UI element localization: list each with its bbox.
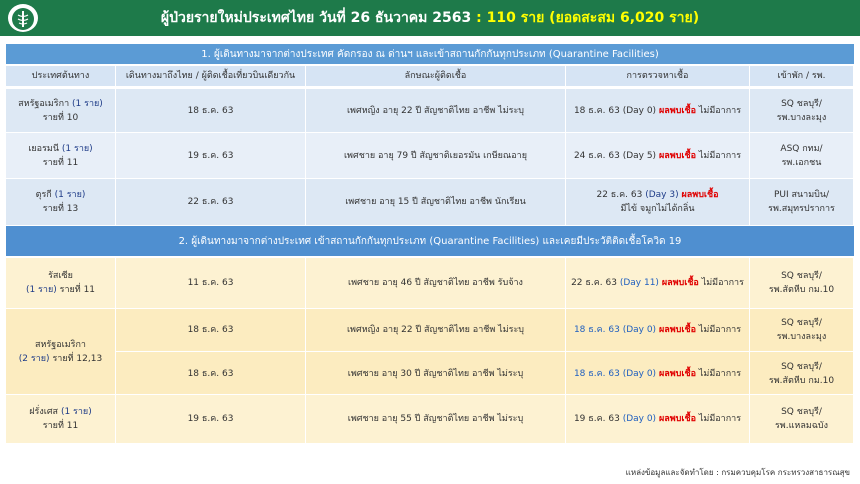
- arrival-cell: 19 ธ.ค. 63: [116, 133, 306, 179]
- test-date: 18 ธ.ค. 63: [573, 106, 620, 116]
- stay-cell: [750, 179, 854, 225]
- stay-hospital: รพ.สัตหีบ กม.10: [768, 285, 835, 295]
- stay-facility: ASQ กทม/: [780, 144, 823, 154]
- stay-facility: SQ ชลบุรี/: [781, 361, 822, 372]
- country-name: สหรัฐอเมริกา: [35, 340, 86, 350]
- stay-cell: [750, 308, 854, 351]
- stay-facility: SQ ชลบุรี/: [781, 407, 822, 417]
- title-count: 110 ราย (ยอดสะสม 6,020 ราย): [486, 10, 700, 26]
- test-day: (Day 11): [619, 278, 659, 288]
- test-result: ผลพบเชื้อ: [658, 414, 696, 424]
- test-day: (Day 0): [622, 324, 657, 335]
- stay-cell: [750, 258, 854, 308]
- column-header-row: [6, 66, 854, 86]
- section2-header: [6, 226, 854, 256]
- test-day: (Day 0): [622, 368, 657, 379]
- table-row: [6, 88, 854, 133]
- cases-table: [6, 44, 854, 453]
- country-cell: [6, 133, 116, 179]
- stay-facility: SQ ชลบุรี/: [781, 317, 822, 328]
- test-result: ผลพบเชื้อ: [681, 190, 719, 200]
- page-header: [0, 0, 860, 36]
- case-count: (1 ราย): [25, 285, 57, 295]
- test-result: ผลพบเชื้อ: [658, 151, 696, 161]
- stay-cell: [750, 352, 854, 395]
- test-date: 22 ธ.ค. 63: [571, 278, 617, 288]
- case-number: รายที่ 12,13: [52, 354, 103, 364]
- test-day: (Day 3): [645, 190, 679, 200]
- test-date: 24 ธ.ค. 63: [573, 151, 620, 161]
- stay-facility: SQ ชลบุรี/: [781, 271, 822, 281]
- col-country: ประเทศต้นทาง: [6, 66, 116, 86]
- stay-hospital: รพ.สมุทรปราการ: [768, 204, 835, 214]
- col-arrival: เดินทางมาถึงไทย / ผู้ติดเชื้อเที่ยวบินเดียวกัน: [116, 66, 306, 86]
- case-number: รายที่ 11: [42, 158, 79, 168]
- arrival-cell: 18 ธ.ค. 63: [116, 308, 306, 351]
- title-text: ผู้ป่วยรายใหม่ประเทศไทย วันที่ 26 ธันวาคม 2563: [160, 10, 472, 26]
- test-cell: [566, 352, 750, 395]
- table-row: [6, 178, 854, 225]
- test-symptoms: มีไข้ จมูกไม่ได้กลิ่น: [620, 204, 695, 214]
- profile-cell: เพศชาย อายุ 30 ปี สัญชาติไทย อาชีพ ไม่ระบุ: [306, 352, 566, 395]
- col-test: การตรวจหาเชื้อ: [566, 66, 750, 86]
- profile-cell: เพศชาย อายุ 15 ปี สัญชาติไทย อาชีพ นักเรียน: [306, 179, 566, 225]
- country-name: ฝรั่งเศส: [29, 407, 59, 417]
- test-date: 19 ธ.ค. 63: [573, 414, 620, 424]
- test-note: ไม่มีอาการ: [698, 106, 742, 116]
- test-note: ไม่มีอาการ: [701, 278, 744, 288]
- country-name: เยอรมนี: [28, 144, 60, 154]
- stay-hospital: รพ.สัตหีบ กม.10: [768, 375, 835, 386]
- test-cell: [566, 258, 750, 308]
- case-number: รายที่ 13: [42, 204, 79, 214]
- test-date: 22 ธ.ค. 63: [596, 190, 643, 200]
- table-row: [6, 394, 854, 443]
- test-cell: [566, 308, 750, 351]
- test-result: ผลพบเชื้อ: [661, 278, 699, 288]
- profile-cell: เพศหญิง อายุ 22 ปี สัญชาติไทย อาชีพ ไม่ระบุ: [306, 308, 566, 351]
- country-cell: [6, 395, 116, 443]
- test-cell: [566, 133, 750, 179]
- source-footer: แหล่งข้อมูลและจัดทำโดย : กรมควบคุมโรค กระทรวงสาธารณสุข: [625, 468, 850, 477]
- stay-hospital: รพ.เอกชน: [781, 158, 822, 168]
- arrival-cell: 22 ธ.ค. 63: [116, 179, 306, 225]
- stay-cell: [750, 395, 854, 443]
- case-count: (2 ราย): [18, 354, 50, 364]
- stay-cell: [750, 89, 854, 133]
- case-count: (1 ราย): [72, 99, 103, 109]
- table-row: [116, 351, 854, 395]
- table-row: [6, 132, 854, 179]
- stay-hospital: รพ.บางละมุง: [776, 331, 827, 342]
- country-cell: [6, 258, 116, 308]
- arrival-cell: 19 ธ.ค. 63: [116, 395, 306, 443]
- arrival-cell: 18 ธ.ค. 63: [116, 352, 306, 395]
- arrival-cell: 18 ธ.ค. 63: [116, 89, 306, 133]
- test-note: ไม่มีอาการ: [698, 414, 742, 424]
- stay-hospital: รพ.บางละมุง: [776, 113, 827, 123]
- profile-cell: เพศหญิง อายุ 22 ปี สัญชาติไทย อาชีพ ไม่ระบุ: [306, 89, 566, 133]
- country-cell: [6, 309, 116, 395]
- country-name: สหรัฐอเมริกา: [18, 99, 70, 109]
- stay-facility: SQ ชลบุรี/: [781, 99, 822, 109]
- stay-cell: [750, 133, 854, 179]
- test-result: ผลพบเชื้อ: [658, 324, 696, 335]
- test-note: ไม่มีอาการ: [698, 368, 742, 379]
- profile-cell: เพศชาย อายุ 79 ปี สัญชาติเยอรมัน เกษียณอายุ: [306, 133, 566, 179]
- country-cell: [6, 179, 116, 225]
- section1-title: 1. ผู้เดินทางมาจากต่างประเทศ คัดกรอง ณ ด่านฯ และเข้าสถานกักกันทุกประเภท (Quarantine Facilities): [201, 48, 659, 60]
- col-profile: ลักษณะผู้ติดเชื้อ: [306, 66, 566, 86]
- case-number: รายที่ 11: [59, 285, 96, 295]
- test-date: 18 ธ.ค. 63: [573, 324, 620, 335]
- section2-title: 2. ผู้เดินทางมาจากต่างประเทศ เข้าสถานกักกันทุกประเภท (Quarantine Facilities) และเคยมีประวัติติดเชื้อโควิด 19: [178, 235, 682, 247]
- profile-cell: เพศชาย อายุ 55 ปี สัญชาติไทย อาชีพ ไม่ระบุ: [306, 395, 566, 443]
- case-count: (1 ราย): [61, 144, 93, 154]
- country-name: รัสเซีย: [48, 271, 73, 281]
- test-day: (Day 0): [622, 106, 657, 116]
- test-result: ผลพบเชื้อ: [658, 368, 696, 379]
- section1-header: [6, 44, 854, 64]
- test-date: 18 ธ.ค. 63: [573, 368, 620, 379]
- col-stay: เข้าพัก / รพ.: [750, 66, 854, 86]
- test-cell: [566, 395, 750, 443]
- stay-facility: PUI สนามบิน/: [773, 190, 830, 200]
- profile-cell: เพศชาย อายุ 46 ปี สัญชาติไทย อาชีพ รับจ้าง: [306, 258, 566, 308]
- country-cell: [6, 89, 116, 133]
- test-day: (Day 0): [622, 414, 657, 424]
- test-note: ไม่มีอาการ: [698, 324, 742, 335]
- stay-hospital: รพ.แหลมฉบัง: [774, 421, 829, 431]
- table-row: [6, 258, 854, 308]
- test-cell: [566, 179, 750, 225]
- case-number: รายที่ 10: [42, 113, 79, 123]
- case-count: (1 ราย): [60, 407, 92, 417]
- country-name: ตุรกี: [35, 190, 52, 200]
- test-cell: [566, 89, 750, 133]
- arrival-cell: 11 ธ.ค. 63: [116, 258, 306, 308]
- table-row: [116, 308, 854, 351]
- case-number: รายที่ 11: [42, 421, 79, 431]
- page-title: [0, 0, 860, 36]
- test-day: (Day 5): [622, 151, 657, 161]
- test-note: ไม่มีอาการ: [698, 151, 742, 161]
- test-result: ผลพบเชื้อ: [658, 106, 696, 116]
- case-count: (1 ราย): [54, 190, 86, 200]
- title-separator: :: [476, 10, 482, 26]
